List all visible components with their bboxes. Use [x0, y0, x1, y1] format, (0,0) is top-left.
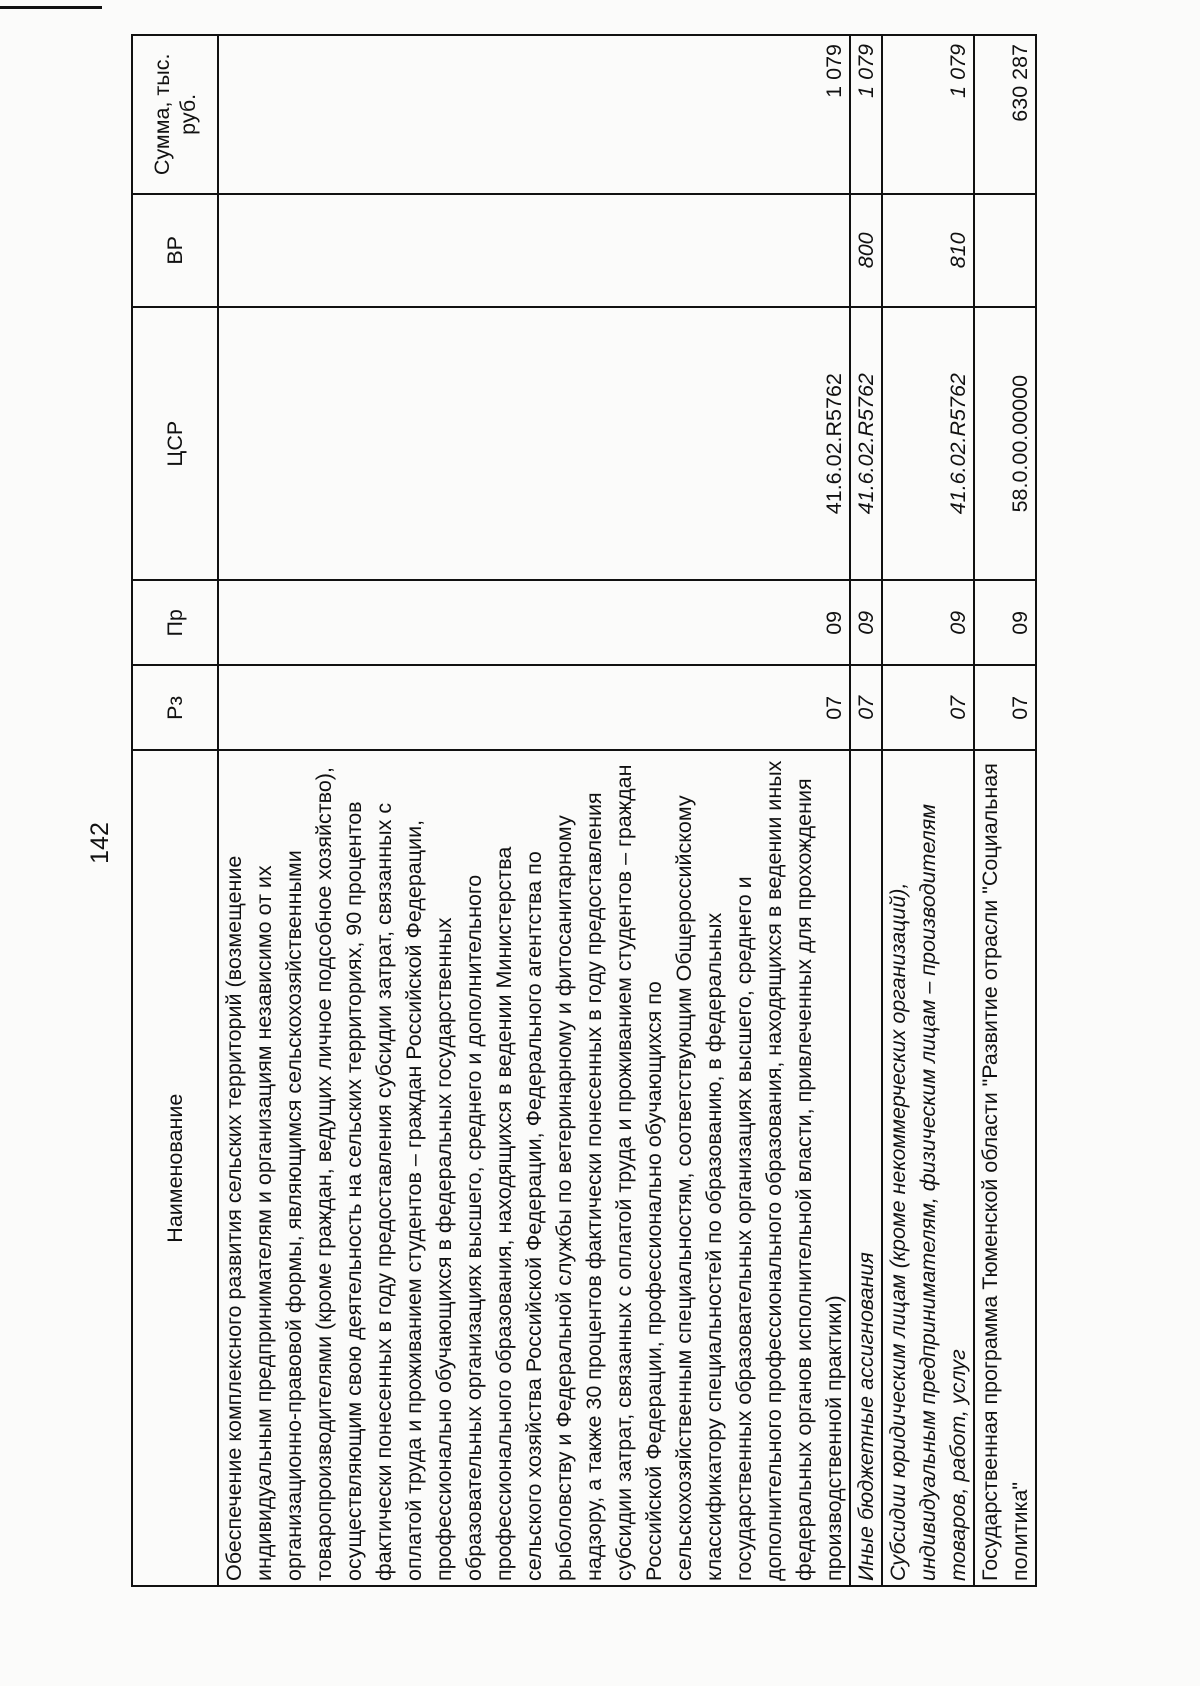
page-number: 142 — [86, 822, 114, 864]
row-vr: 810 — [882, 194, 974, 307]
row-csr: 41.6.02.R5762 — [882, 307, 974, 580]
header-vr: ВР — [132, 194, 218, 307]
row-name: Государственная программа Тюменской области "Развитие отрасли "Социальная политика" — [974, 750, 1036, 1586]
budget-table — [131, 34, 1037, 1587]
table-row — [882, 35, 974, 1586]
row-name: Обеспечение комплексного развития сельских территорий (возмещение индивидуальным предпринимателям и организациям независимо от их организационно-правовой формы, являющимся сельскохозяйственными товаропроизводителями (кроме граждан, ведущих личное подсобное хозяйство), осуществляющим свою деятельность на сельских территориях, 90 процентов фактически понесенных в году предоставления субсидии затрат, связанных с оплатой труда и проживанием студентов – граждан Российской Федерации, профессионально обучающихся в федеральных государственных образовательных организациях высшего, среднего и дополнительного профессионального образования, находящихся в ведении Министерства сельского хозяйства Российской Федерации, Федерального агентства по рыболовству и Федеральной службы по ветеринарному и фитосанитарному надзору, а также 30 процентов фактически понесенных в году предоставления субсидии затрат, связанных с оплатой труда и проживанием студентов – граждан Российской Федерации, профессионально обучающихся по сельскохозяйственным специальностям, соответствующим Общероссийскому классификатору специальностей по образованию, в федеральных государственных образовательных организациях высшего, среднего и дополнительного профессионального образования, находящихся в ведении иных федеральных органов исполнительной власти, привлеченных для прохождения производственной практики) — [218, 750, 850, 1586]
header-sum: Сумма, тыс. руб. — [132, 35, 218, 194]
row-pr: 09 — [882, 580, 974, 665]
header-rz: Рз — [132, 665, 218, 750]
header-csr: ЦСР — [132, 307, 218, 580]
row-pr: 09 — [218, 580, 850, 665]
row-sum: 630 287 — [974, 35, 1036, 194]
row-name: Субсидии юридическим лицам (кроме некоммерческих организаций), индивидуальным предпринимателям, физическим лицам – производителям товаров, работ, услуг — [882, 750, 974, 1586]
row-vr — [218, 194, 850, 307]
row-sum: 1 079 — [850, 35, 882, 194]
row-rz: 07 — [882, 665, 974, 750]
table-row — [974, 35, 1036, 1586]
row-csr: 41.6.02.R5762 — [218, 307, 850, 580]
row-csr: 41.6.02.R5762 — [850, 307, 882, 580]
row-pr: 09 — [850, 580, 882, 665]
row-sum: 1 079 — [218, 35, 850, 194]
row-csr: 58.0.00.00000 — [974, 307, 1036, 580]
table-header-row — [132, 35, 218, 1586]
row-pr: 09 — [974, 580, 1036, 665]
row-rz: 07 — [974, 665, 1036, 750]
row-name: Иные бюджетные ассигнования — [850, 750, 882, 1586]
table-row — [850, 35, 882, 1586]
header-pr: Пр — [132, 580, 218, 665]
table-row — [218, 35, 850, 1586]
header-name: Наименование — [132, 750, 218, 1586]
row-rz: 07 — [218, 665, 850, 750]
row-rz: 07 — [850, 665, 882, 750]
row-sum: 1 079 — [882, 35, 974, 194]
row-vr: 800 — [850, 194, 882, 307]
row-vr — [974, 194, 1036, 307]
